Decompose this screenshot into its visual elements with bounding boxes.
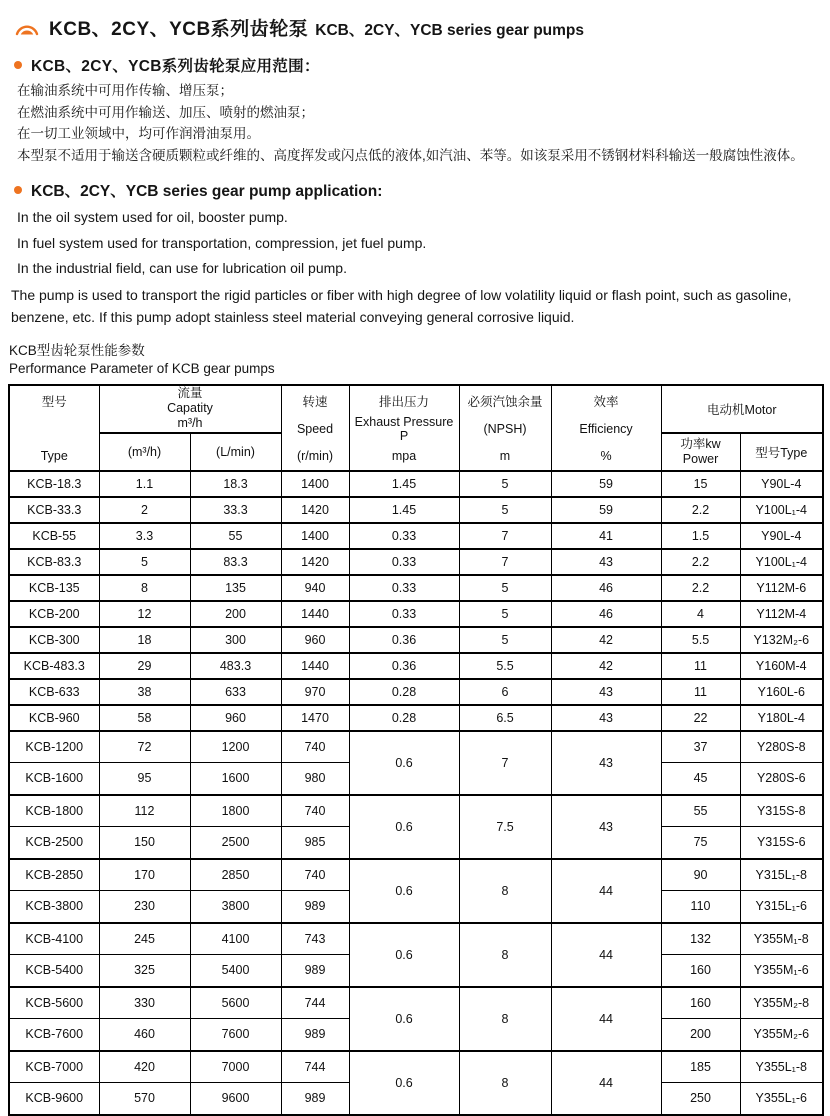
cell-m3h: 3.3 <box>99 523 190 549</box>
cell-power: 160 <box>661 955 740 987</box>
cell-lmin: 18.3 <box>190 471 281 497</box>
cell-power: 22 <box>661 705 740 731</box>
cell-motor: Y280S-8 <box>740 731 823 763</box>
cell-pressure: 0.36 <box>349 627 459 653</box>
cell-lmin: 9600 <box>190 1083 281 1115</box>
table-row <box>9 471 823 497</box>
cell-npsh: 5 <box>459 575 551 601</box>
cell-m3h: 18 <box>99 627 190 653</box>
application-heading-zh: KCB、2CY、YCB系列齿轮泵应用范围： <box>31 58 320 75</box>
cell-lmin: 1600 <box>190 763 281 795</box>
table-row <box>9 705 823 731</box>
cell-motor: Y160M-4 <box>740 653 823 679</box>
cell-efficiency: 42 <box>551 627 661 653</box>
cell-m3h: 460 <box>99 1019 190 1051</box>
cell-pressure: 1.45 <box>349 497 459 523</box>
col-header-efficiency-en: Efficiency <box>579 422 633 436</box>
col-header-capacity-zh: 流量 <box>177 386 203 400</box>
cell-power: 4 <box>661 601 740 627</box>
table-row <box>9 497 823 523</box>
cell-motor: Y112M-6 <box>740 575 823 601</box>
table-row <box>9 549 823 575</box>
cell-motor: Y355M₂-6 <box>740 1019 823 1051</box>
application-zh-line: 在一切工业领域中，均可作润滑油泵用。 <box>17 126 260 141</box>
cell-m3h: 112 <box>99 795 190 827</box>
cell-power: 5.5 <box>661 627 740 653</box>
cell-efficiency: 41 <box>551 523 661 549</box>
cell-lmin: 633 <box>190 679 281 705</box>
cell-m3h: 38 <box>99 679 190 705</box>
cell-motor: Y315L₁-6 <box>740 891 823 923</box>
cell-lmin: 300 <box>190 627 281 653</box>
cell-npsh: 6.5 <box>459 705 551 731</box>
col-header-pressure-zh: 排出压力 <box>379 394 430 409</box>
table-title-en: Performance Parameter of KCB gear pumps <box>9 360 275 376</box>
cell-npsh: 5 <box>459 601 551 627</box>
cell-motor: Y355L₁-8 <box>740 1051 823 1083</box>
cell-efficiency: 46 <box>551 601 661 627</box>
cell-lmin: 7000 <box>190 1051 281 1083</box>
col-header-npsh-en: (NPSH) <box>483 422 527 436</box>
cell-m3h: 150 <box>99 827 190 859</box>
table-row <box>9 627 823 653</box>
col-header-type-en: Type <box>40 448 68 463</box>
cell-speed: 1470 <box>281 705 349 731</box>
cell-motor: Y160L-6 <box>740 679 823 705</box>
cell-motor: Y355M₁-6 <box>740 955 823 987</box>
cell-lmin: 3800 <box>190 891 281 923</box>
col-subheader-motor-type: 型号Type <box>740 433 823 471</box>
cell-pressure: 0.33 <box>349 601 459 627</box>
cell-m3h: 1.1 <box>99 471 190 497</box>
application-zh-line: 在燃油系统中可用作输送、加压、喷射的燃油泵； <box>17 104 314 120</box>
cell-model: KCB-4100 <box>9 923 99 955</box>
table-row <box>9 679 823 705</box>
cell-npsh: 6 <box>459 679 551 705</box>
col-header-pressure-en: Exhaust Pressure P <box>354 415 454 443</box>
cell-m3h: 570 <box>99 1083 190 1115</box>
table-row <box>9 523 823 549</box>
cell-lmin: 55 <box>190 523 281 549</box>
cell-motor: Y315S-6 <box>740 827 823 859</box>
cell-speed: 989 <box>281 1019 349 1051</box>
cell-motor: Y355M₂-8 <box>740 987 823 1019</box>
table-row <box>9 987 823 1019</box>
cell-motor: Y315S-8 <box>740 795 823 827</box>
cell-npsh: 8 <box>459 987 551 1051</box>
cell-speed: 940 <box>281 575 349 601</box>
cell-m3h: 12 <box>99 601 190 627</box>
cell-motor: Y315L₁-8 <box>740 859 823 891</box>
cell-speed: 1440 <box>281 653 349 679</box>
table-row <box>9 575 823 601</box>
col-header-capacity <box>99 385 281 433</box>
cell-speed: 1400 <box>281 471 349 497</box>
cell-model: KCB-9600 <box>9 1083 99 1115</box>
cell-lmin: 1800 <box>190 795 281 827</box>
cell-m3h: 8 <box>99 575 190 601</box>
cell-npsh: 7 <box>459 549 551 575</box>
cell-efficiency: 46 <box>551 575 661 601</box>
col-header-capacity-en: Capatity <box>167 401 213 415</box>
cell-motor: Y355M₁-8 <box>740 923 823 955</box>
cell-m3h: 2 <box>99 497 190 523</box>
arc-logo-icon <box>14 21 40 37</box>
cell-pressure: 0.6 <box>349 923 459 987</box>
cell-npsh: 5 <box>459 627 551 653</box>
cell-motor: Y90L-4 <box>740 523 823 549</box>
col-subheader-power <box>661 433 740 471</box>
col-header-speed-unit: (r/min) <box>296 448 334 463</box>
cell-npsh: 8 <box>459 859 551 923</box>
col-header-speed-zh: 转速 <box>302 394 328 409</box>
col-subheader-power-zh: 功率kw <box>680 436 721 451</box>
cell-pressure: 0.6 <box>349 731 459 795</box>
cell-m3h: 170 <box>99 859 190 891</box>
cell-pressure: 1.45 <box>349 471 459 497</box>
cell-speed: 740 <box>281 795 349 827</box>
cell-model: KCB-5400 <box>9 955 99 987</box>
cell-pressure: 0.33 <box>349 549 459 575</box>
cell-motor: Y100L₁-4 <box>740 549 823 575</box>
cell-model: KCB-1200 <box>9 731 99 763</box>
cell-m3h: 58 <box>99 705 190 731</box>
cell-pressure: 0.28 <box>349 705 459 731</box>
section-heading-zh <box>14 54 822 76</box>
col-header-npsh-zh: 必须汽蚀余量 <box>467 394 543 409</box>
cell-power: 1.5 <box>661 523 740 549</box>
bullet-icon <box>14 186 22 194</box>
col-header-capacity-unit: m³/h <box>177 416 203 430</box>
col-header-efficiency-unit: % <box>600 448 612 463</box>
cell-motor: Y280S-6 <box>740 763 823 795</box>
cell-efficiency: 42 <box>551 653 661 679</box>
cell-npsh: 5 <box>459 497 551 523</box>
cell-motor: Y180L-4 <box>740 705 823 731</box>
cell-pressure: 0.6 <box>349 987 459 1051</box>
cell-model: KCB-7000 <box>9 1051 99 1083</box>
cell-speed: 744 <box>281 1051 349 1083</box>
cell-efficiency: 59 <box>551 471 661 497</box>
cell-speed: 744 <box>281 987 349 1019</box>
cell-m3h: 245 <box>99 923 190 955</box>
cell-lmin: 83.3 <box>190 549 281 575</box>
cell-npsh: 8 <box>459 923 551 987</box>
col-subheader-power-en: Power <box>682 451 719 466</box>
cell-efficiency: 43 <box>551 731 661 795</box>
col-header-efficiency-zh: 效率 <box>593 394 619 409</box>
section-heading-en <box>14 179 822 201</box>
cell-model: KCB-5600 <box>9 987 99 1019</box>
cell-pressure: 0.6 <box>349 1051 459 1115</box>
col-header-npsh <box>459 385 551 471</box>
cell-speed: 740 <box>281 859 349 891</box>
col-header-type <box>9 385 99 471</box>
bullet-icon <box>14 61 22 69</box>
application-en-paragraph: The pump is used to transport the rigid particles or fiber with high degree of low volatility liquid or flash point, such as gasoline, benzene, etc. If this pump adopt stainless steel material conveying general corrosive liquid. <box>11 286 792 325</box>
cell-model: KCB-3800 <box>9 891 99 923</box>
cell-speed: 989 <box>281 891 349 923</box>
cell-lmin: 4100 <box>190 923 281 955</box>
page-header <box>14 14 822 41</box>
cell-lmin: 1200 <box>190 731 281 763</box>
application-zh-line: 本型泵不适用于输送含硬质颗粒或纤维的、高度挥发或闪点低的液体,如汽油、苯等。如该泵采用不锈钢材料科输送一般腐蚀性液体。 <box>17 147 804 163</box>
cell-efficiency: 44 <box>551 987 661 1051</box>
col-subheader-lmin: (L/min) <box>190 433 281 471</box>
col-header-speed-en: Speed <box>296 422 334 436</box>
page-title-zh: KCB、2CY、YCB系列齿轮泵 <box>49 19 309 40</box>
application-en-line: In the industrial field, can use for lubrication oil pump. <box>17 260 347 276</box>
cell-power: 200 <box>661 1019 740 1051</box>
table-row <box>9 859 823 891</box>
col-header-efficiency <box>551 385 661 471</box>
page-title-en: KCB、2CY、YCB series gear pumps <box>315 22 584 39</box>
table-row <box>9 653 823 679</box>
cell-speed: 970 <box>281 679 349 705</box>
performance-table-body <box>9 471 823 1115</box>
cell-power: 132 <box>661 923 740 955</box>
cell-model: KCB-7600 <box>9 1019 99 1051</box>
cell-efficiency: 44 <box>551 923 661 987</box>
cell-motor: Y100L₁-4 <box>740 497 823 523</box>
cell-motor: Y112M-4 <box>740 601 823 627</box>
cell-power: 185 <box>661 1051 740 1083</box>
cell-power: 2.2 <box>661 575 740 601</box>
cell-speed: 1420 <box>281 549 349 575</box>
application-en-lines <box>17 205 822 282</box>
cell-m3h: 5 <box>99 549 190 575</box>
cell-model: KCB-33.3 <box>9 497 99 523</box>
cell-npsh: 8 <box>459 1051 551 1115</box>
cell-m3h: 72 <box>99 731 190 763</box>
cell-speed: 1440 <box>281 601 349 627</box>
application-heading-en: KCB、2CY、YCB series gear pump application: <box>31 183 383 200</box>
cell-power: 55 <box>661 795 740 827</box>
cell-motor: Y355L₁-6 <box>740 1083 823 1115</box>
cell-efficiency: 43 <box>551 795 661 859</box>
cell-m3h: 330 <box>99 987 190 1019</box>
cell-pressure: 0.28 <box>349 679 459 705</box>
col-header-pressure-unit: mpa <box>391 448 417 463</box>
cell-model: KCB-2850 <box>9 859 99 891</box>
col-header-type-zh: 型号 <box>41 394 67 409</box>
cell-speed: 743 <box>281 923 349 955</box>
col-header-motor-group: 电动机Motor <box>661 385 823 433</box>
cell-speed: 989 <box>281 955 349 987</box>
table-title-zh: KCB型齿轮泵性能参数 <box>9 342 145 358</box>
cell-pressure: 0.36 <box>349 653 459 679</box>
col-header-pressure <box>349 385 459 471</box>
application-zh-lines <box>17 80 817 166</box>
cell-model: KCB-633 <box>9 679 99 705</box>
cell-lmin: 2500 <box>190 827 281 859</box>
cell-model: KCB-1600 <box>9 763 99 795</box>
cell-pressure: 0.33 <box>349 575 459 601</box>
cell-pressure: 0.33 <box>349 523 459 549</box>
cell-model: KCB-18.3 <box>9 471 99 497</box>
cell-m3h: 420 <box>99 1051 190 1083</box>
cell-power: 11 <box>661 653 740 679</box>
cell-power: 37 <box>661 731 740 763</box>
cell-lmin: 135 <box>190 575 281 601</box>
cell-model: KCB-83.3 <box>9 549 99 575</box>
performance-table <box>8 384 824 1116</box>
cell-lmin: 33.3 <box>190 497 281 523</box>
cell-pressure: 0.6 <box>349 795 459 859</box>
cell-speed: 989 <box>281 1083 349 1115</box>
cell-efficiency: 43 <box>551 679 661 705</box>
col-header-npsh-unit: m <box>499 448 511 463</box>
cell-lmin: 200 <box>190 601 281 627</box>
cell-model: KCB-55 <box>9 523 99 549</box>
cell-power: 45 <box>661 763 740 795</box>
cell-model: KCB-135 <box>9 575 99 601</box>
cell-model: KCB-2500 <box>9 827 99 859</box>
cell-power: 75 <box>661 827 740 859</box>
cell-npsh: 5 <box>459 471 551 497</box>
cell-lmin: 5600 <box>190 987 281 1019</box>
cell-speed: 980 <box>281 763 349 795</box>
cell-power: 160 <box>661 987 740 1019</box>
cell-m3h: 95 <box>99 763 190 795</box>
cell-efficiency: 59 <box>551 497 661 523</box>
cell-npsh: 7.5 <box>459 795 551 859</box>
cell-power: 2.2 <box>661 549 740 575</box>
cell-npsh: 7 <box>459 731 551 795</box>
cell-lmin: 960 <box>190 705 281 731</box>
cell-lmin: 7600 <box>190 1019 281 1051</box>
cell-speed: 960 <box>281 627 349 653</box>
cell-lmin: 2850 <box>190 859 281 891</box>
cell-npsh: 5.5 <box>459 653 551 679</box>
table-titles <box>9 342 822 378</box>
cell-efficiency: 44 <box>551 859 661 923</box>
cell-power: 90 <box>661 859 740 891</box>
table-row <box>9 795 823 827</box>
cell-motor: Y132M₂-6 <box>740 627 823 653</box>
table-row <box>9 1051 823 1083</box>
cell-pressure: 0.6 <box>349 859 459 923</box>
cell-model: KCB-960 <box>9 705 99 731</box>
cell-m3h: 325 <box>99 955 190 987</box>
application-en-line: In the oil system used for oil, booster pump. <box>17 209 288 225</box>
application-en-line: In fuel system used for transportation, compression, jet fuel pump. <box>17 234 427 251</box>
cell-efficiency: 44 <box>551 1051 661 1115</box>
col-subheader-m3h: (m³/h) <box>99 433 190 471</box>
cell-speed: 1420 <box>281 497 349 523</box>
cell-power: 2.2 <box>661 497 740 523</box>
cell-efficiency: 43 <box>551 705 661 731</box>
table-row <box>9 731 823 763</box>
cell-m3h: 230 <box>99 891 190 923</box>
cell-power: 11 <box>661 679 740 705</box>
cell-model: KCB-483.3 <box>9 653 99 679</box>
cell-speed: 1400 <box>281 523 349 549</box>
cell-motor: Y90L-4 <box>740 471 823 497</box>
cell-efficiency: 43 <box>551 549 661 575</box>
cell-lmin: 483.3 <box>190 653 281 679</box>
application-zh-line: 在输油系统中可用作传输、增压泵； <box>17 83 233 98</box>
cell-speed: 985 <box>281 827 349 859</box>
cell-model: KCB-200 <box>9 601 99 627</box>
cell-model: KCB-300 <box>9 627 99 653</box>
cell-m3h: 29 <box>99 653 190 679</box>
cell-power: 15 <box>661 471 740 497</box>
table-row <box>9 601 823 627</box>
cell-power: 250 <box>661 1083 740 1115</box>
table-row <box>9 923 823 955</box>
cell-model: KCB-1800 <box>9 795 99 827</box>
cell-lmin: 5400 <box>190 955 281 987</box>
col-header-speed <box>281 385 349 471</box>
cell-speed: 740 <box>281 731 349 763</box>
cell-npsh: 7 <box>459 523 551 549</box>
cell-power: 110 <box>661 891 740 923</box>
